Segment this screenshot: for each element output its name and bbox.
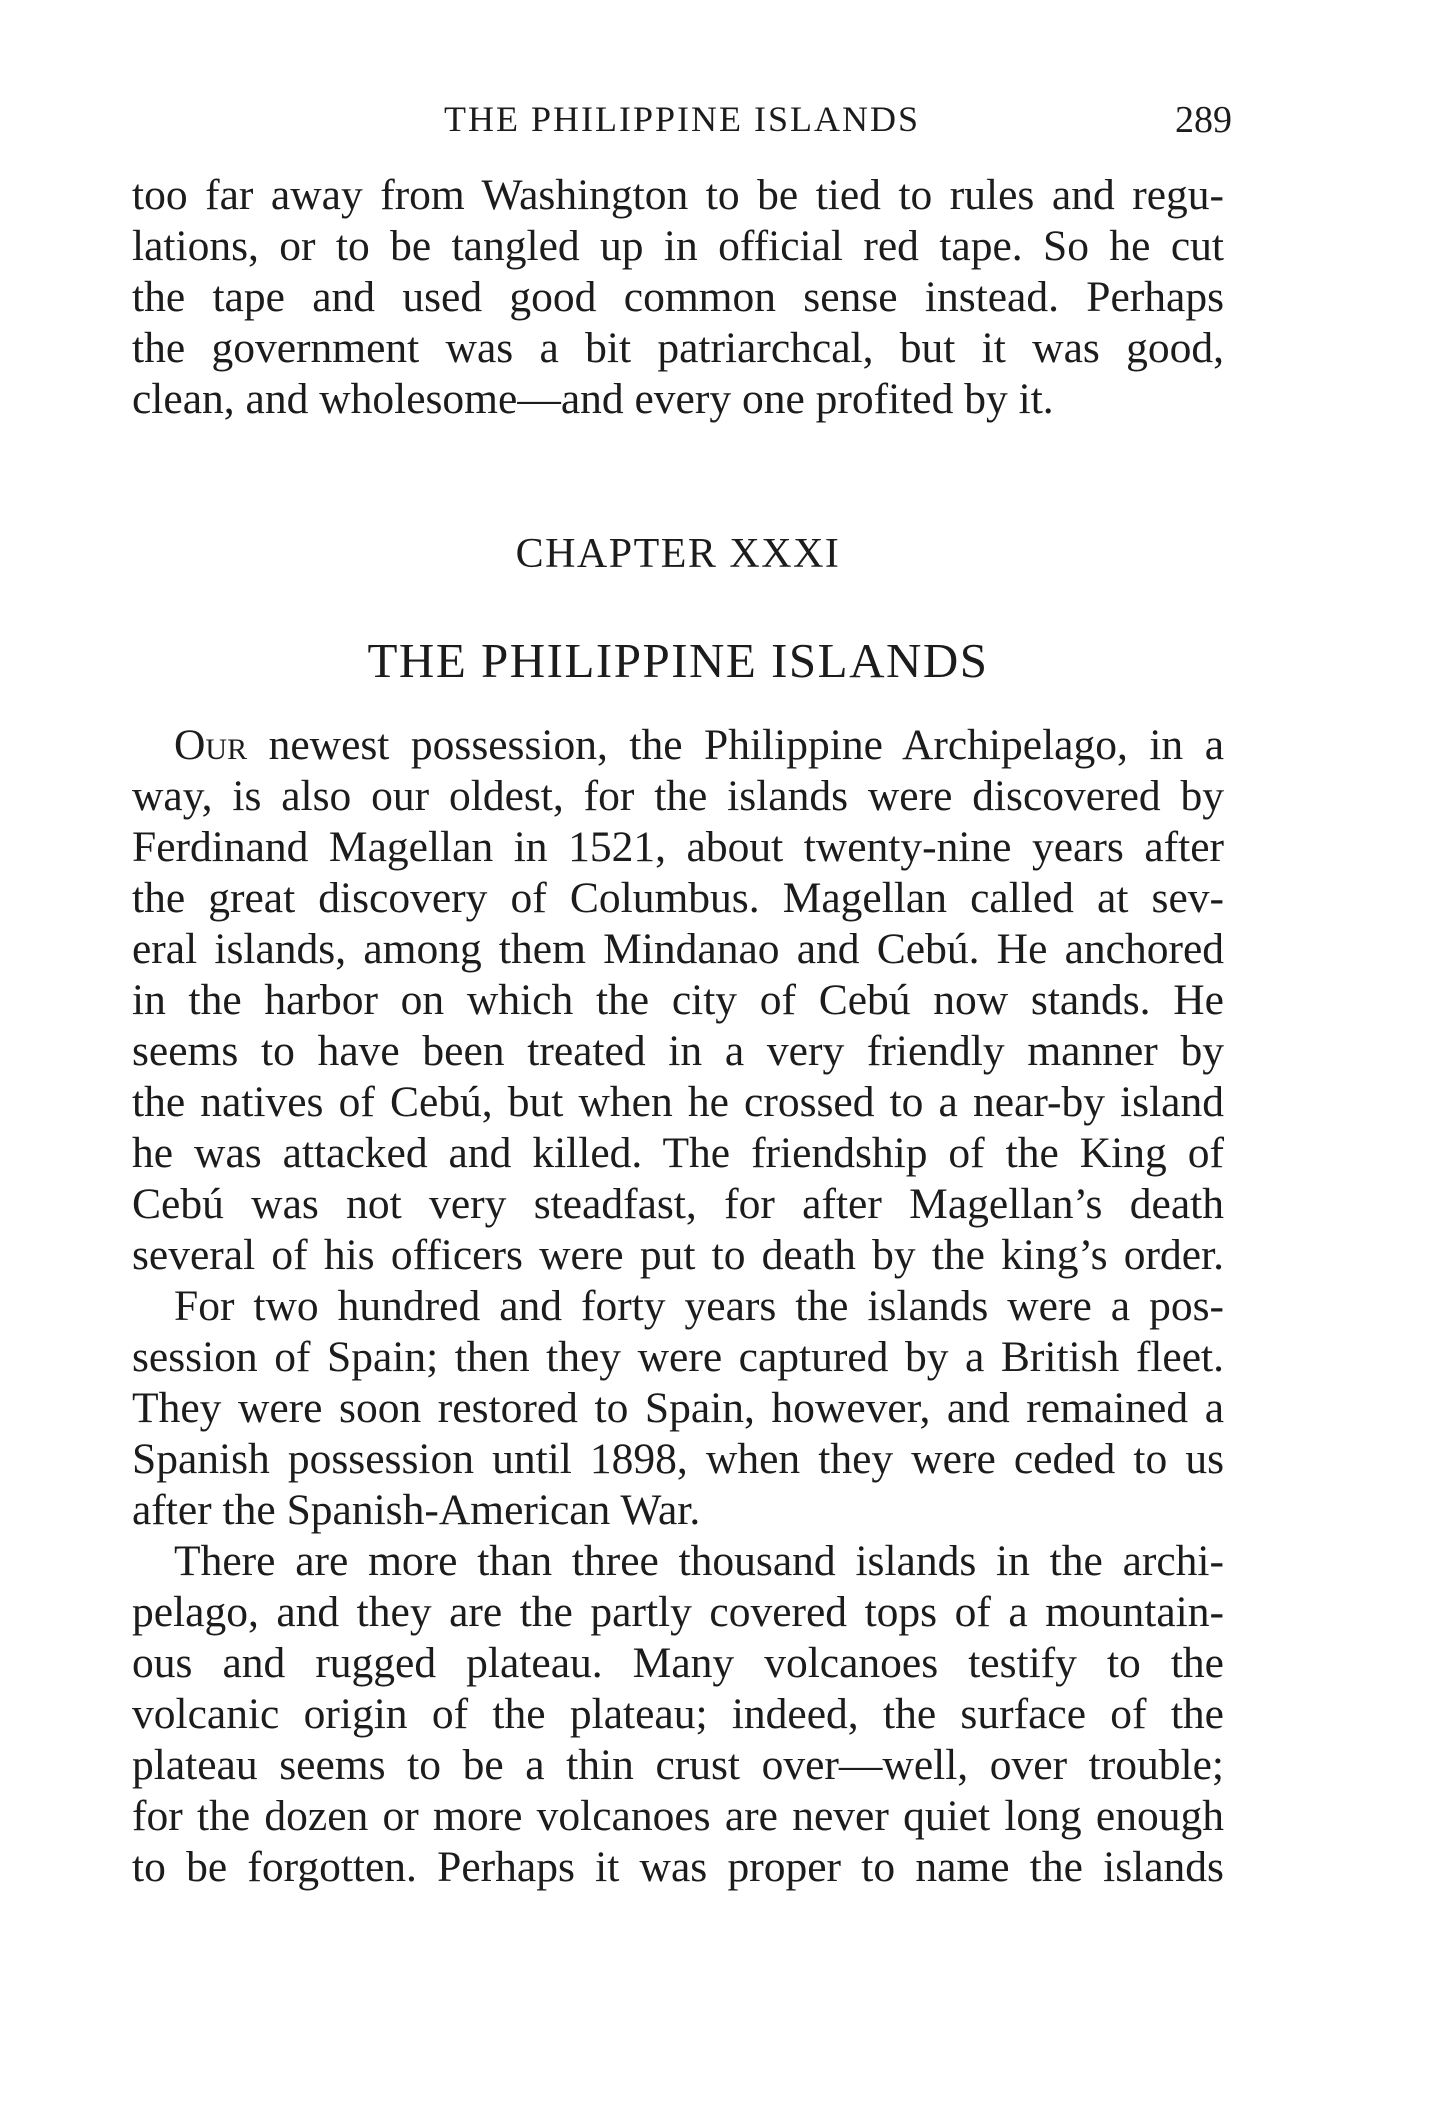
continuation-paragraph [132, 170, 1224, 425]
text-line: for the dozen or more volcanoes are never quiet long enough [132, 1792, 1224, 1840]
chapter-number: CHAPTER XXXI [515, 531, 841, 577]
chapter-title: THE PHILIPPINE ISLANDS [367, 633, 989, 688]
paragraph-first-line [132, 720, 1224, 771]
text-line: session of Spain; then they were captured by a British fleet. [132, 1333, 1224, 1381]
text-line: They were soon restored to Spain, however, and remained a [132, 1384, 1224, 1432]
text-line: seems to have been treated in a very friendly manner by [132, 1027, 1224, 1075]
text-line: volcanic origin of the plateau; indeed, the surface of the [132, 1690, 1224, 1738]
text-line: eral islands, among them Mindanao and Cebú. He anchored [132, 925, 1224, 973]
running-head [132, 98, 1232, 148]
text-line: Cebú was not very steadfast, for after Magellan’s death [132, 1180, 1224, 1228]
first-line-rest: newest possession, the Philippine Archipelago, in a [247, 721, 1224, 769]
text-line: way, is also our oldest, for the islands were discovered by [132, 772, 1224, 820]
text-line: several of his officers were put to death by the king’s order. [132, 1231, 1224, 1279]
paragraph-first-line: For two hundred and forty years the islands were a pos- [174, 1282, 1224, 1330]
text-line: after the Spanish-American War. [132, 1486, 701, 1534]
text-line: the great discovery of Columbus. Magellan called at sev- [132, 874, 1224, 922]
text-line: the natives of Cebú, but when he crossed to a near-by island [132, 1078, 1224, 1126]
text-line: the government was a bit patriarchcal, but it was good, [132, 324, 1224, 372]
text-line: pelago, and they are the partly covered tops of a mountain- [132, 1588, 1224, 1636]
text-line: Spanish possession until 1898, when they were ceded to us [132, 1435, 1224, 1483]
lead-word: Our [174, 721, 248, 769]
text-line: in the harbor on which the city of Cebú now stands. He [132, 976, 1224, 1024]
text-line: to be forgotten. Perhaps it was proper to name the islands [132, 1843, 1224, 1891]
text-line: he was attacked and killed. The friendship of the King of [132, 1129, 1224, 1177]
page-number: 289 [1175, 99, 1232, 141]
text-line: too far away from Washington to be tied to rules and regu- [132, 171, 1224, 219]
paragraph-first-line: There are more than three thousand islands in the archi- [174, 1537, 1224, 1585]
text-line: Ferdinand Magellan in 1521, about twenty-nine years after [132, 823, 1224, 871]
text-line: plateau seems to be a thin crust over—well, over trouble; [132, 1741, 1224, 1789]
text-line: clean, and wholesome—and every one profited by it. [132, 375, 1054, 423]
text-line: ous and rugged plateau. Many volcanoes testify to the [132, 1639, 1224, 1687]
running-title: THE PHILIPPINE ISLANDS [444, 99, 920, 139]
text-line: the tape and used good common sense instead. Perhaps [132, 273, 1224, 321]
chapter-body [132, 720, 1224, 1893]
text-line: lations, or to be tangled up in official red tape. So he cut [132, 222, 1224, 270]
